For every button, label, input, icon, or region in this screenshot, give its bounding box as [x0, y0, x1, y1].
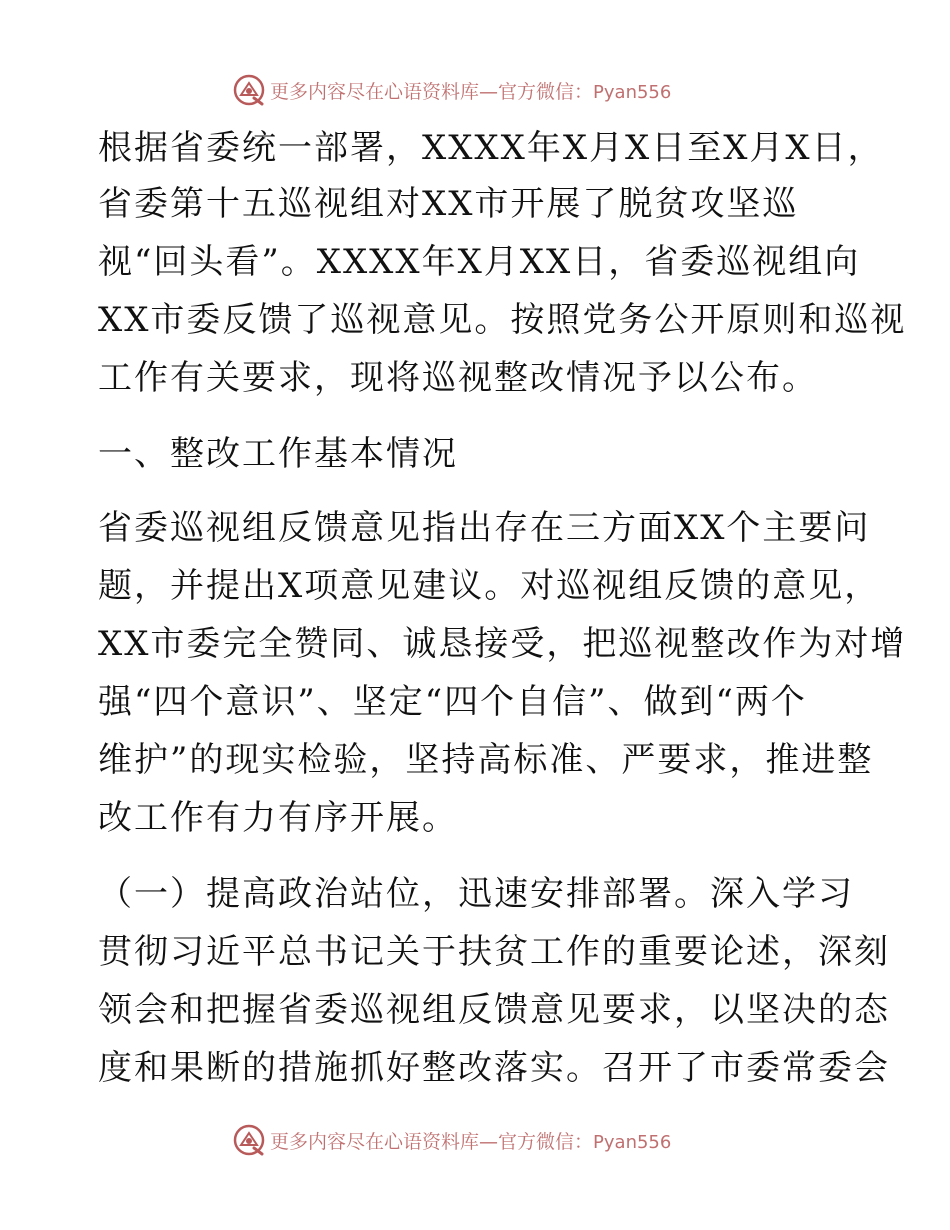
watermark-wechat-label: 官方微信：: [498, 80, 594, 103]
watermark-account: Pyan556: [593, 1131, 672, 1153]
paragraph-line: 根据省委统一部署，XXXX年X月X日至X月X日，: [98, 128, 884, 168]
watermark-main-text: 更多内容尽在心语资料库: [270, 80, 480, 103]
footer-watermark: [232, 1122, 671, 1158]
paragraph-line: 视“回头看”。XXXX年X月XX日，省委巡视组向: [98, 242, 861, 282]
paragraph-line: 工作有关要求，现将巡视整改情况予以公布。: [98, 358, 818, 398]
paragraph-line: 省委巡视组反馈意见指出存在三方面XX个主要问: [98, 508, 871, 548]
paragraph-line: 度和果断的措施抓好整改落实。召开了市委常委会: [98, 1048, 890, 1088]
paragraph-line: 维护”的现实检验，坚持高标准、严要求，推进整: [98, 740, 874, 780]
section-heading: 一、整改工作基本情况: [98, 434, 458, 474]
paragraph-line: 改工作有力有序开展。: [98, 798, 458, 838]
seal-logo-icon: [232, 1123, 266, 1157]
paragraph-line: 贯彻习近平总书记关于扶贫工作的重要论述，深刻: [98, 932, 890, 972]
paragraph-line: XX市委反馈了巡视意见。按照党务公开原则和巡视: [98, 300, 907, 340]
paragraph-line: 强“四个意识”、坚定“四个自信”、做到“两个: [98, 682, 807, 722]
watermark-text: [270, 1127, 671, 1154]
paragraph-line: XX市委完全赞同、诚恳接受，把巡视整改作为对增: [98, 624, 907, 664]
paragraph-line: 省委第十五巡视组对XX市开展了脱贫攻坚巡: [98, 184, 799, 224]
watermark-text: [270, 77, 671, 104]
watermark-wechat-label: 官方微信：: [498, 1130, 594, 1153]
watermark-account: Pyan556: [593, 81, 672, 103]
paragraph-line: 题，并提出X项意见建议。对巡视组反馈的意见，: [98, 566, 881, 606]
watermark-main-text: 更多内容尽在心语资料库: [270, 1130, 480, 1153]
header-watermark: [232, 72, 671, 108]
watermark-separator: —: [479, 80, 499, 103]
watermark-separator: —: [479, 1130, 499, 1153]
paragraph-line: 领会和把握省委巡视组反馈意见要求，以坚决的态: [98, 990, 890, 1030]
paragraph-line: （一）提高政治站位，迅速安排部署。深入学习: [98, 874, 854, 914]
seal-logo-icon: [232, 73, 266, 107]
